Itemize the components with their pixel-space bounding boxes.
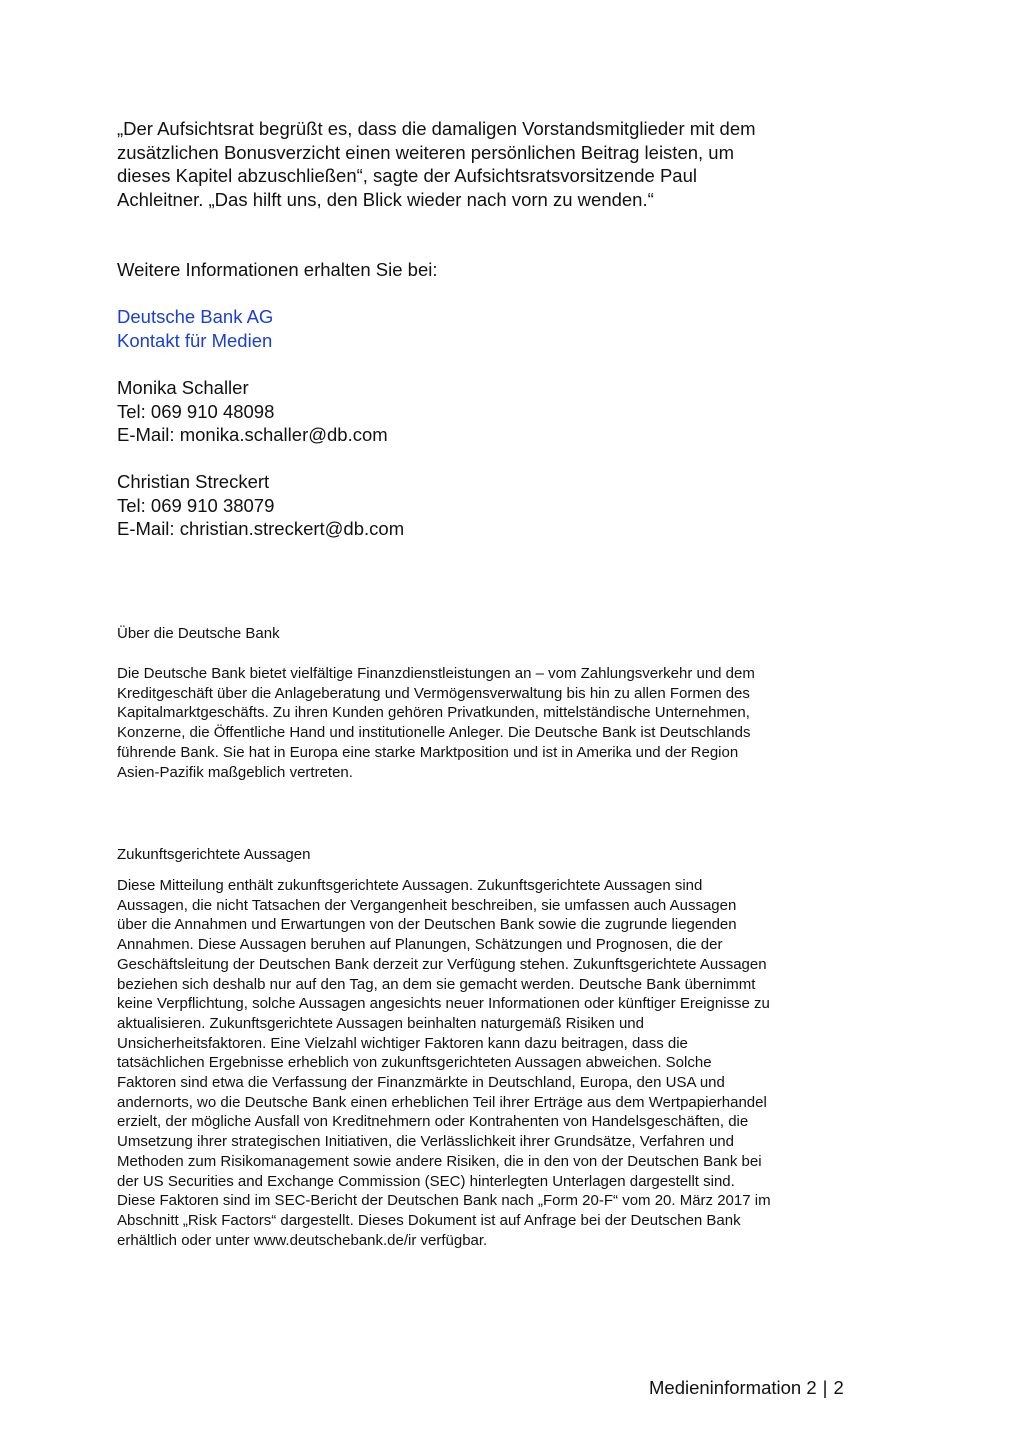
forward-line: Abschnitt „Risk Factors“ dargestellt. Dieses Dokument ist auf Anfrage bei der Deutschen Bank: [117, 1211, 741, 1229]
forward-line: keine Verpflichtung, solche Aussagen angesichts neuer Informationen oder künftiger Ereignisse zu: [117, 995, 770, 1013]
organization-block: [117, 305, 273, 352]
quote-line: dieses Kapitel abzuschließen“, sagte der Aufsichtsratsvorsitzende Paul: [117, 165, 697, 187]
quote-line: zusätzlichen Bonusverzicht einen weiteren persönlichen Beitrag leisten, um: [117, 141, 735, 163]
about-line: Konzerne, die Öffentliche Hand und institutionelle Anleger. Die Deutsche Bank ist Deutschlands: [117, 724, 751, 742]
forward-line: Diese Mitteilung enthält zukunftsgerichtete Aussagen. Zukunftsgerichtete Aussagen sind: [117, 877, 703, 894]
forward-line: Diese Faktoren sind im SEC-Bericht der Deutschen Bank nach „Form 20-F“ vom 20. März 2017 im: [117, 1192, 771, 1210]
forward-line: beziehen sich deshalb nur auf den Tag, an dem sie gemacht werden. Deutsche Bank übernimmt: [117, 975, 756, 993]
about-line: Die Deutsche Bank bietet vielfältige Finanzdienstleistungen an – vom Zahlungsverkehr und dem: [117, 665, 755, 682]
contact-name: Monika Schaller: [117, 377, 249, 398]
forward-line: Annahmen. Diese Aussagen beruhen auf Planungen, Schätzungen und Prognosen, die der: [117, 936, 723, 954]
forward-line: tatsächlichen Ergebnisse erheblich von zukunftsgerichteten Aussagen abweichen. Solche: [117, 1054, 712, 1072]
contact-name: Christian Streckert: [117, 471, 270, 492]
forward-line: Geschäftsleitung der Deutschen Bank derzeit zur Verfügung stehen. Zukunftsgerichtete Aussagen: [117, 955, 767, 973]
footer-label: Medieninformation 2: [649, 1377, 817, 1398]
contact-email[interactable]: E-Mail: monika.schaller@db.com: [117, 424, 388, 446]
about-line: führende Bank. Sie hat in Europa eine starke Marktposition und ist in Amerika und der Region: [117, 743, 739, 761]
forward-line: erzielt, der mögliche Ausfall von Kreditnehmern oder Kontrahenten von Handelsgeschäften, die: [117, 1113, 749, 1131]
footer-separator: |: [822, 1377, 828, 1398]
forward-line: über die Annahmen und Erwartungen von der Deutschen Bank sowie die zugrunde liegenden: [117, 916, 737, 934]
about-line: Asien-Pazifik maßgeblich vertreten.: [117, 763, 353, 781]
contact-email[interactable]: E-Mail: christian.streckert@db.com: [117, 518, 405, 540]
forward-line: erhältlich oder unter www.deutschebank.de/ir verfügbar.: [117, 1231, 488, 1249]
forward-line: Umsetzung ihrer strategischen Initiativen, die Verlässlichkeit ihrer Grundsätze, Verfahren und: [117, 1133, 734, 1151]
about-heading: Über die Deutsche Bank: [117, 625, 280, 642]
forward-line: Unsicherheitsfaktoren. Eine Vielzahl wichtiger Faktoren kann dazu beitragen, dass die: [117, 1034, 688, 1052]
forward-line: Methoden zum Risikomanagement sowie andere Risiken, die in den von der Deutschen Bank bei: [117, 1152, 762, 1170]
contact-phone: Tel: 069 910 38079: [117, 494, 275, 516]
organization-department: Kontakt für Medien: [117, 329, 273, 351]
forward-looking-heading: Zukunftsgerichtete Aussagen: [117, 846, 311, 863]
page-footer: [649, 1376, 844, 1399]
forward-line: Faktoren sind etwa die Verfassung der Finanzmärkte in Deutschland, Europa, den USA und: [117, 1074, 725, 1092]
about-paragraph: [117, 664, 755, 782]
forward-line: Aussagen, die nicht Tatsachen der Vergangenheit beschreiben, sie umfassen auch Aussagen: [117, 896, 737, 914]
forward-line: der US Securities and Exchange Commission (SEC) hinterlegten Unterlagen dargestellt sind.: [117, 1172, 735, 1190]
about-line: Kapitalmarktgeschäfts. Zu ihren Kunden gehören Privatkunden, mittelständische Unternehmen,: [117, 704, 750, 722]
quote-paragraph: [117, 117, 877, 211]
forward-line: andernorts, wo die Deutsche Bank einen erheblichen Teil ihrer Erträge aus dem Wertpapierhandel: [117, 1093, 767, 1111]
more-info-heading: Weitere Informationen erhalten Sie bei:: [117, 259, 438, 280]
footer-total-pages: 2: [833, 1377, 844, 1398]
organization-name: Deutsche Bank AG: [117, 306, 274, 327]
forward-looking-paragraph: [117, 876, 771, 1250]
quote-line: Achleitner. „Das hilft uns, den Blick wieder nach vorn zu wenden.“: [117, 188, 654, 210]
about-line: Kreditgeschäft über die Anlageberatung und Vermögensverwaltung bis hin zu allen Formen des: [117, 684, 750, 702]
contact-phone: Tel: 069 910 48098: [117, 400, 275, 422]
quote-line: „Der Aufsichtsrat begrüßt es, dass die damaligen Vorstandsmitglieder mit dem: [117, 118, 756, 139]
forward-line: aktualisieren. Zukunftsgerichtete Aussagen beinhalten naturgemäß Risiken und: [117, 1014, 644, 1032]
contact-block: [117, 470, 404, 541]
contact-block: [117, 376, 388, 447]
